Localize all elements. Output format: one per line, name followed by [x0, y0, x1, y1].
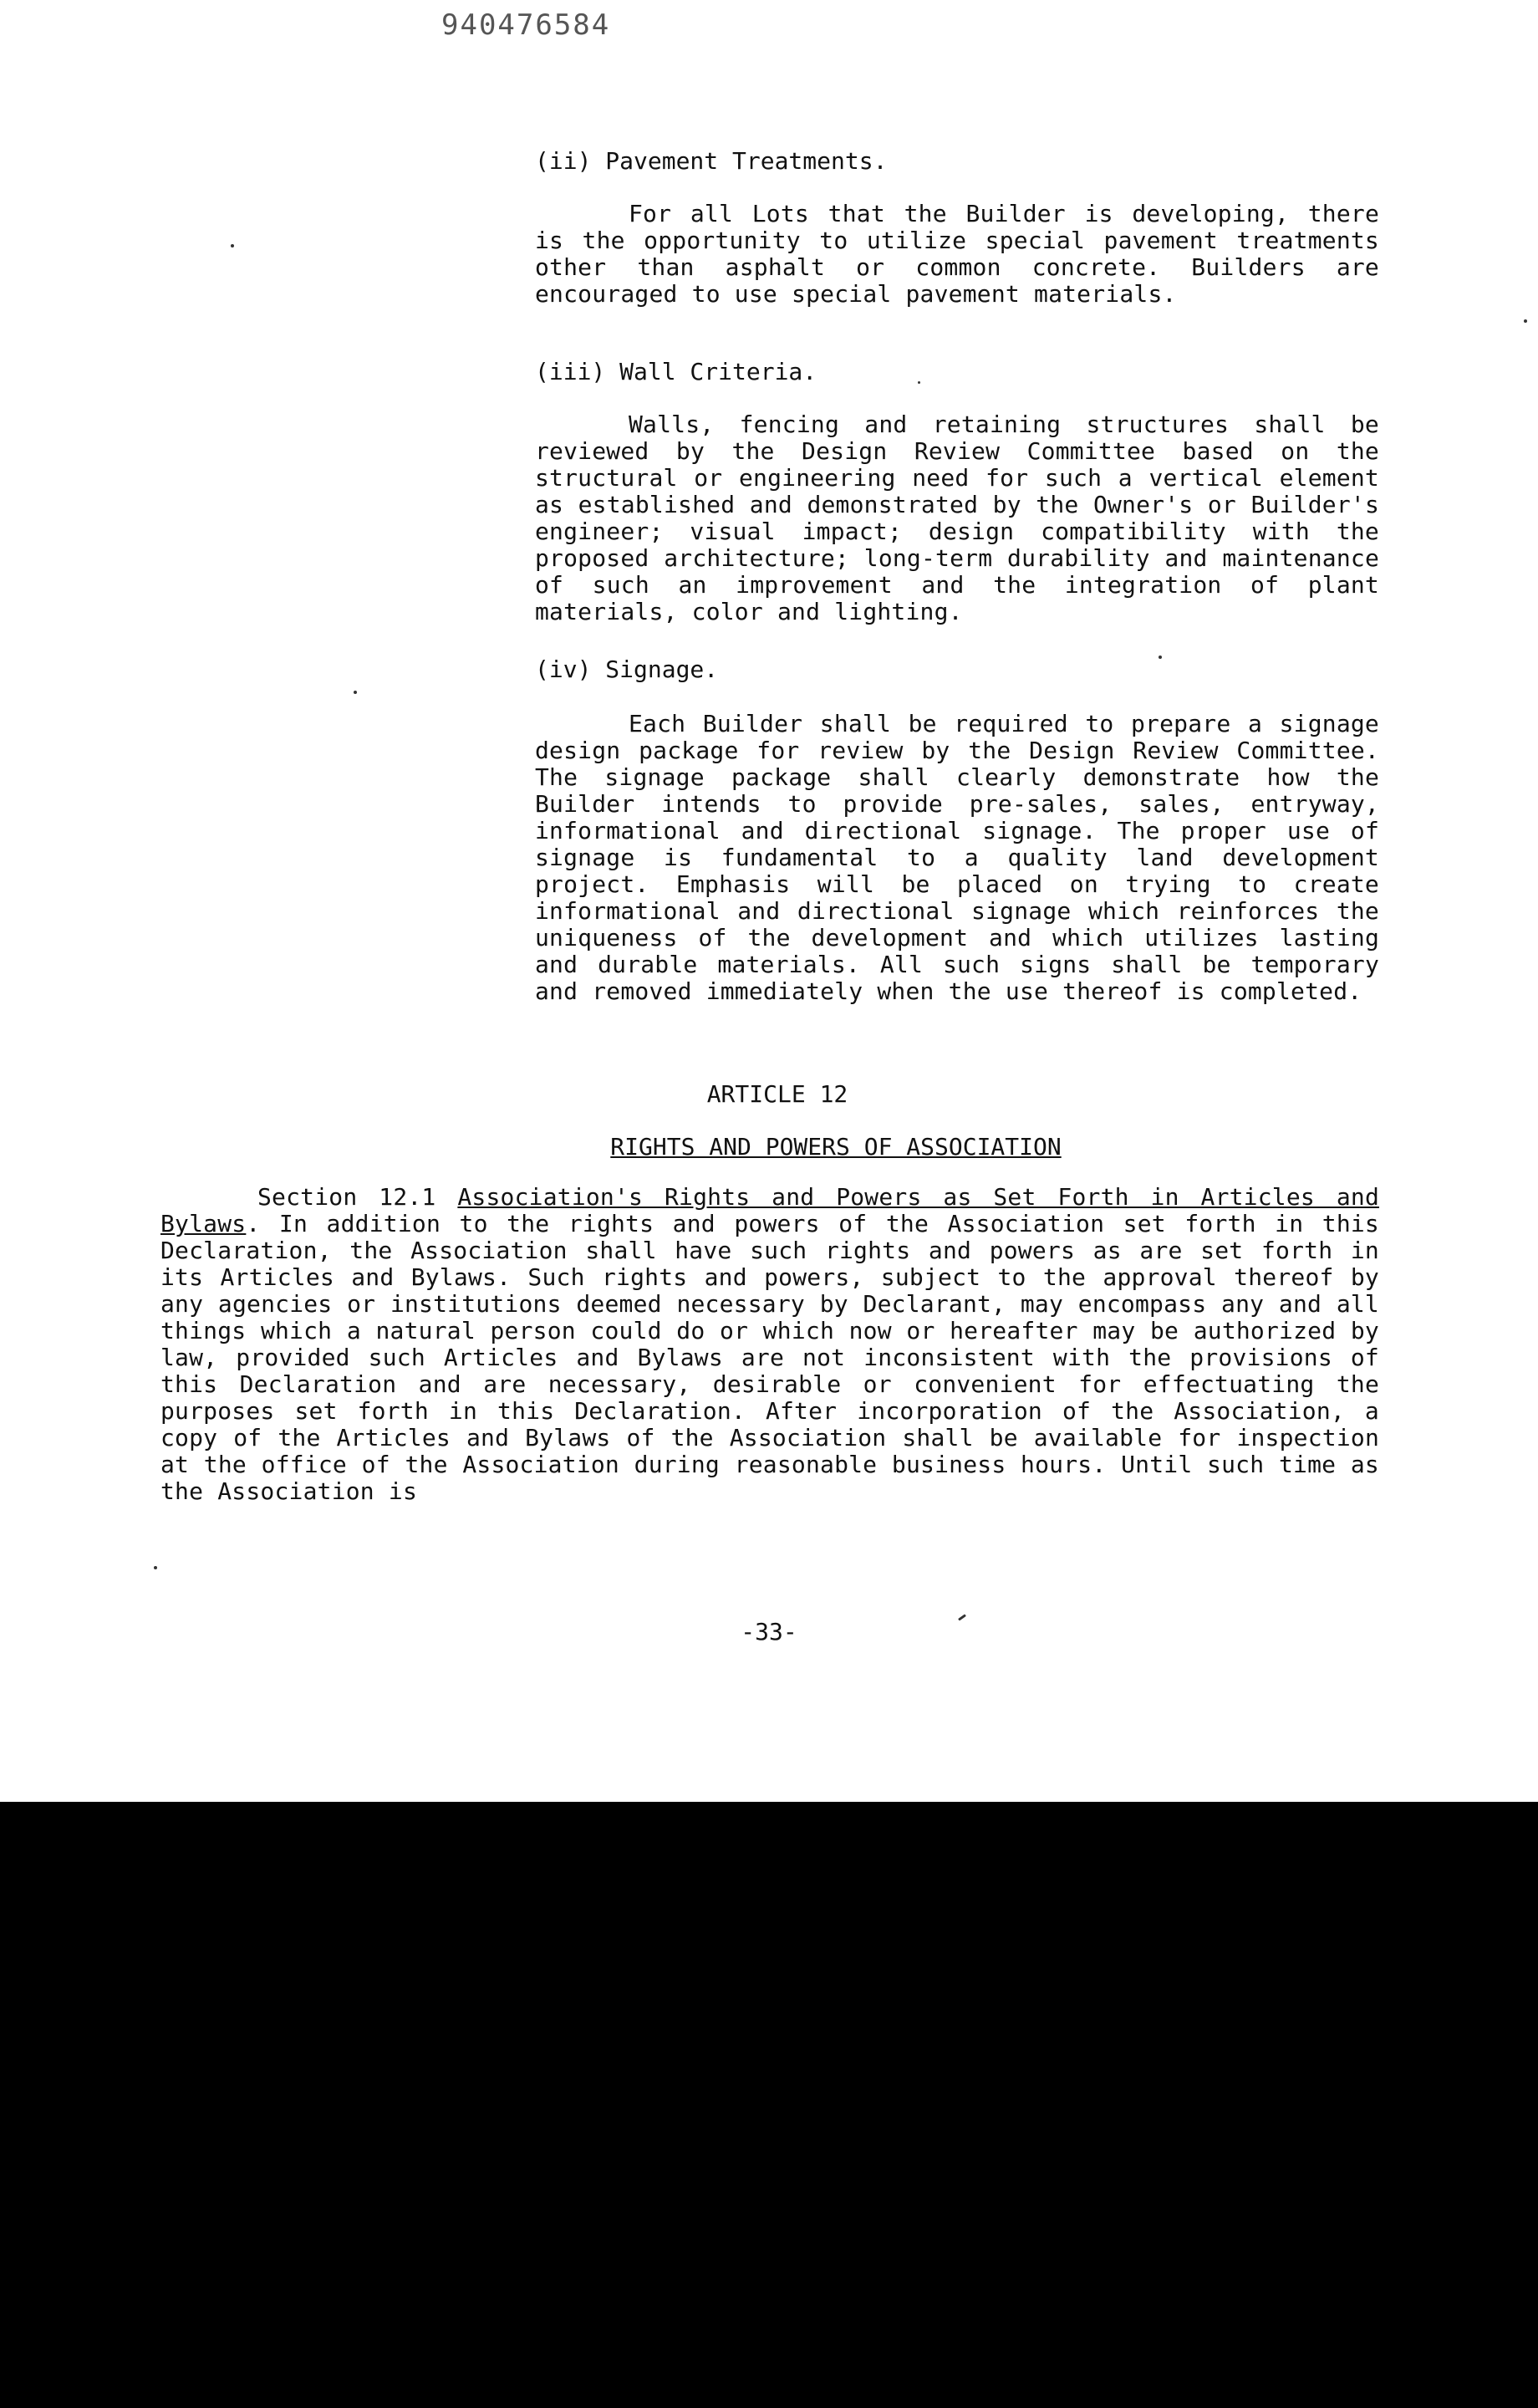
scan-speck: [354, 691, 357, 694]
article-title: RIGHTS AND POWERS OF ASSOCIATION: [610, 1133, 1062, 1161]
paragraph-pavement-treatments: For all Lots that the Builder is developing, there is the opportunity to utilize special pavement treatments other than asphalt or common concrete. Builders are encouraged to use special pavement materials.: [535, 200, 1379, 308]
scan-speck: [918, 381, 920, 384]
scan-black-border: [0, 1802, 1538, 2408]
paragraph-wall-criteria: Walls, fencing and retaining structures shall be reviewed by the Design Review Committee based on the structural or engineering need for such a vertical element as established and demonstrated by the Owner's or Builder's engineer; visual impact; design compatibility with the proposed architecture; long-term durability and maintenance of such an improvement and the integration of plant materials, color and lighting.: [535, 411, 1379, 625]
section-12-1-body: . In addition to the rights and powers of the Association set forth in this Declaration, the Association shall have such rights and powers as are set forth in its Articles and Bylaws. Such rights and powers, subject to the approval thereof by any agencies or institutions deemed necessary by Declarant, may encompass any and all things which a natural person could do or which now or hereafter may be authorized by law, provided such Articles and Bylaws are not inconsistent with the provisions of this Declaration and are necessary, desirable or convenient for effectuating the purposes set forth in this Declaration. After incorporation of the Association, a copy of the Articles and Bylaws of the Association shall be available for inspection at the office of the Association during reasonable business hours. Until such time as the Association is: [160, 1210, 1379, 1505]
scan-speck: [1159, 656, 1162, 659]
section-12-1-heading: Association's Rights and Powers as Set Forth in Articles and Bylaws: [160, 1183, 1380, 1237]
scan-speck: [1524, 319, 1527, 323]
section-12-1-lead: Section 12.1: [257, 1183, 458, 1211]
section-12-1-paragraph: [160, 1184, 1379, 1505]
scan-speck: [154, 1566, 157, 1569]
heading-pavement-treatments: (ii) Pavement Treatments.: [535, 147, 888, 175]
scan-speck: [231, 244, 234, 247]
heading-wall-criteria: (iii) Wall Criteria.: [535, 358, 817, 385]
article-number: ARTICLE 12: [706, 1080, 848, 1108]
document-id: 940476584: [441, 8, 611, 42]
paragraph-signage: Each Builder shall be required to prepare a signage design package for review by the Design Review Committee. The signage package shall clearly demonstrate how the Builder intends to provide pre-sales, sales, entryway, informational and directional signage. The proper use of signage is fundamental to a quality land development project. Emphasis will be placed on trying to create informational and directional signage which reinforces the uniqueness of the development and which utilizes lasting and durable materials. All such signs shall be temporary and removed immediately when the use thereof is completed.: [535, 710, 1379, 1005]
page-number: -33-: [741, 1618, 797, 1645]
heading-signage: (iv) Signage.: [535, 656, 719, 683]
